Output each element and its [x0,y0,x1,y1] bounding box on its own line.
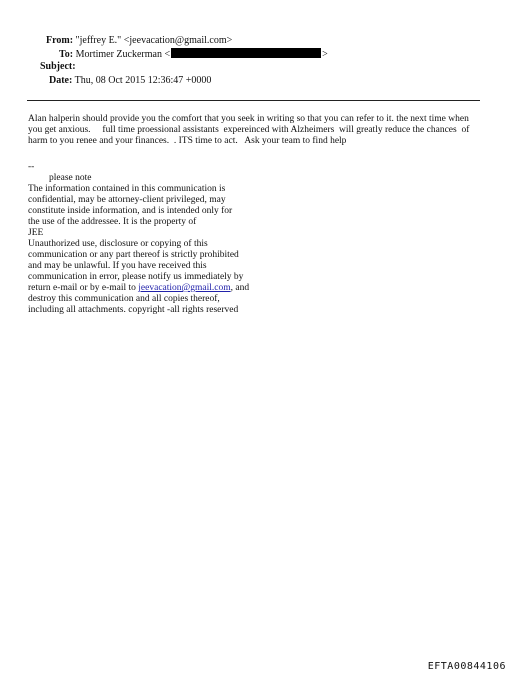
signature-line: Unauthorized use, disclosure or copying of this [28,239,208,249]
from-label: From: [46,35,74,46]
to-value-prefix: Mortimer Zuckerman < [75,49,171,60]
body-text: Alan halperin should provide you the comfort that you seek in writing so that you can refer to it. the next time when you get anxious. full time proessional assistants expereinced with Alzheimers will greatly reduce the chances of harm to you renee and your finances. . ITS time to act. Ask your team to find help [28,114,472,146]
signature-line: communication in error, please notify us immediately by [28,272,244,282]
signature-line: and may be unlawful. If you have received this [28,261,207,271]
to-value-suffix: > [322,49,328,60]
email-link[interactable]: jeevacation@gmail.com [138,283,231,293]
signature-line: including all attachments. copyright -all rights reserved [28,305,239,315]
signature-line: communication or any part thereof is strictly prohibited [28,250,239,260]
subject-row [40,61,76,73]
to-label: To: [59,49,74,60]
signature-dashes: -- [28,162,35,172]
date-label: Date: [49,75,73,86]
redaction-bar [171,48,321,58]
signature-email-line [28,283,288,294]
signature-line: confidential, may be attorney-client privileged, may [28,195,226,205]
email-line-prefix: return e-mail or by e-mail to [28,283,139,293]
date-row [49,75,211,87]
date-value: Thu, 08 Oct 2015 12:36:47 +0000 [74,75,212,86]
subject-label: Subject: [40,61,76,72]
signature-line: JEE [28,228,44,238]
to-row [59,48,328,61]
signature-block [28,162,288,316]
signature-line: destroy this communication and all copies thereof, [28,294,220,304]
email-body [28,114,484,147]
header-divider [27,100,480,101]
signature-line: the use of the addressee. It is the property of [28,217,197,227]
signature-line: constitute inside information, and is intended only for [28,206,233,216]
signature-line: The information contained in this communication is [28,184,226,194]
email-line-suffix: , and [230,283,250,293]
bates-number: EFTA00844106 [427,661,506,672]
from-value: "jeffrey E." <jeevacation@gmail.com> [75,35,233,46]
from-row [46,35,232,47]
signature-note: please note [49,173,92,183]
